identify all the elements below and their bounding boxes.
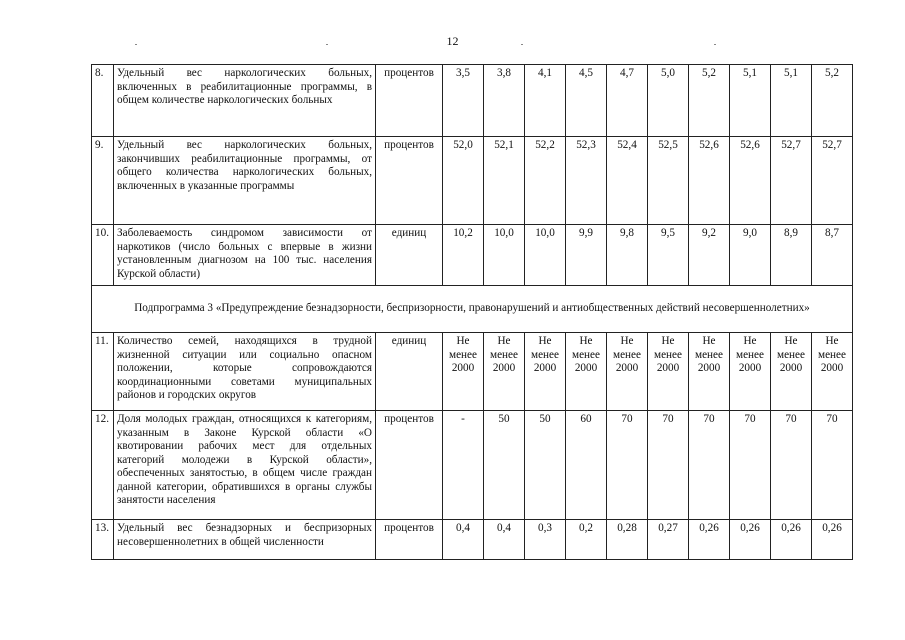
value-cell: 0,2 — [566, 520, 607, 560]
value-cell: 9,9 — [566, 225, 607, 286]
row-number: 13. — [92, 520, 114, 560]
indicator-description: Удельный вес наркологических больных, включенных в реабилитационные программы, в общем количестве наркологических больных — [114, 65, 376, 137]
value-cell: 5,1 — [730, 65, 771, 137]
value-cell: 4,7 — [607, 65, 648, 137]
value-cell: 52,4 — [607, 137, 648, 225]
table-row — [92, 411, 853, 520]
section-title: Подпрограмма 3 «Предупреждение безнадзорности, беспризорности, правонарушений и антиобщественных действий несовершеннолетних» — [92, 286, 853, 333]
value-cell: 52,6 — [730, 137, 771, 225]
value-cell: 0,4 — [443, 520, 484, 560]
value-cell: 0,4 — [484, 520, 525, 560]
value-cell: 70 — [648, 411, 689, 520]
value-cell: 0,26 — [730, 520, 771, 560]
value-cell: 52,7 — [771, 137, 812, 225]
row-number: 8. — [92, 65, 114, 137]
value-cell: Не менее 2000 — [525, 333, 566, 411]
unit-cell: процентов — [376, 137, 443, 225]
indicator-description: Удельный вес наркологических больных, закончивших реабилитационные программы, от общего количества наркологических больных, включенных в указанные программы — [114, 137, 376, 225]
value-cell: 5,1 — [771, 65, 812, 137]
value-cell: 70 — [771, 411, 812, 520]
value-cell: 9,5 — [648, 225, 689, 286]
value-cell: 52,1 — [484, 137, 525, 225]
value-cell: 52,6 — [689, 137, 730, 225]
scan-speck — [714, 44, 716, 45]
page-number: 12 — [446, 34, 459, 48]
indicators-table — [91, 64, 853, 560]
table-row — [92, 333, 853, 411]
value-cell: 50 — [484, 411, 525, 520]
table-row — [92, 520, 853, 560]
value-cell: 0,27 — [648, 520, 689, 560]
value-cell: 9,2 — [689, 225, 730, 286]
indicator-description: Удельный вес безнадзорных и беспризорных несовершеннолетних в общей численности — [114, 520, 376, 560]
unit-cell: единиц — [376, 225, 443, 286]
value-cell: - — [443, 411, 484, 520]
scan-speck — [135, 44, 137, 45]
value-cell: 8,7 — [812, 225, 853, 286]
value-cell: Не менее 2000 — [648, 333, 689, 411]
value-cell: 70 — [812, 411, 853, 520]
value-cell: 52,3 — [566, 137, 607, 225]
value-cell: 9,8 — [607, 225, 648, 286]
table-row — [92, 225, 853, 286]
unit-cell: единиц — [376, 333, 443, 411]
scan-speck — [326, 44, 328, 45]
indicator-description: Количество семей, находящихся в трудной жизненной ситуации или социально опасном положении, которые сопровождаются координационными советами муниципальных районов и городских округов — [114, 333, 376, 411]
value-cell: 70 — [730, 411, 771, 520]
value-cell: 0,28 — [607, 520, 648, 560]
table-row — [92, 65, 853, 137]
section-row — [92, 286, 853, 333]
scan-speck — [521, 44, 523, 45]
value-cell: 9,0 — [730, 225, 771, 286]
value-cell: 3,5 — [443, 65, 484, 137]
unit-cell: процентов — [376, 65, 443, 137]
unit-cell: процентов — [376, 520, 443, 560]
value-cell: 50 — [525, 411, 566, 520]
value-cell: 70 — [607, 411, 648, 520]
value-cell: 52,0 — [443, 137, 484, 225]
value-cell: 60 — [566, 411, 607, 520]
value-cell: 10,2 — [443, 225, 484, 286]
value-cell: Не менее 2000 — [484, 333, 525, 411]
value-cell: Не менее 2000 — [689, 333, 730, 411]
indicator-description: Доля молодых граждан, относящихся к категориям, указанным в Законе Курской области «О квотировании рабочих мест для отдельных категорий молодежи в Курской области», обеспеченных занятостью, в общем числе граждан данной категории, обратившихся в органы службы занятости населения — [114, 411, 376, 520]
value-cell: Не менее 2000 — [607, 333, 648, 411]
row-number: 10. — [92, 225, 114, 286]
value-cell: 52,5 — [648, 137, 689, 225]
value-cell: Не менее 2000 — [566, 333, 607, 411]
value-cell: 5,2 — [689, 65, 730, 137]
value-cell: 52,7 — [812, 137, 853, 225]
value-cell: 4,5 — [566, 65, 607, 137]
row-number: 9. — [92, 137, 114, 225]
value-cell: Не менее 2000 — [812, 333, 853, 411]
value-cell: 0,26 — [771, 520, 812, 560]
value-cell: 10,0 — [525, 225, 566, 286]
value-cell: 8,9 — [771, 225, 812, 286]
value-cell: Не менее 2000 — [771, 333, 812, 411]
row-number: 12. — [92, 411, 114, 520]
value-cell: 10,0 — [484, 225, 525, 286]
value-cell: 4,1 — [525, 65, 566, 137]
value-cell: 0,26 — [689, 520, 730, 560]
value-cell: 52,2 — [525, 137, 566, 225]
value-cell: 5,2 — [812, 65, 853, 137]
value-cell: Не менее 2000 — [730, 333, 771, 411]
value-cell: 0,26 — [812, 520, 853, 560]
value-cell: 0,3 — [525, 520, 566, 560]
indicator-description: Заболеваемость синдромом зависимости от наркотиков (число больных с впервые в жизни установленным диагнозом на 100 тыс. населения Курской области) — [114, 225, 376, 286]
value-cell: Не менее 2000 — [443, 333, 484, 411]
value-cell: 70 — [689, 411, 730, 520]
value-cell: 5,0 — [648, 65, 689, 137]
value-cell: 3,8 — [484, 65, 525, 137]
row-number: 11. — [92, 333, 114, 411]
unit-cell: процентов — [376, 411, 443, 520]
table-row — [92, 137, 853, 225]
